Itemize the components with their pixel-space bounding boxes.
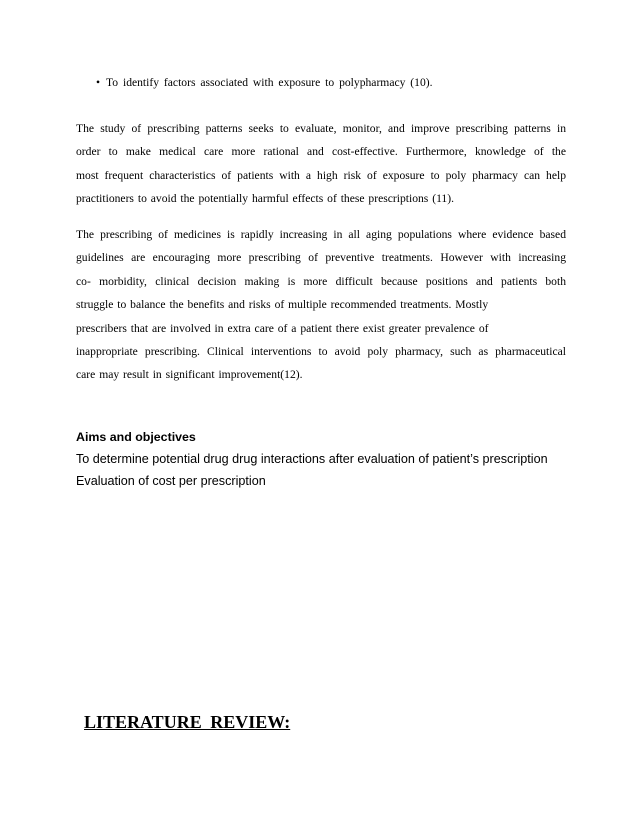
bullet-icon: • xyxy=(96,76,101,89)
aims-item: Evaluation of cost per prescription xyxy=(76,474,266,488)
paragraph-line: co- morbidity, clinical decision making is more difficult because positions and patients both xyxy=(76,274,566,288)
paragraph-line: The prescribing of medicines is rapidly increasing in all aging populations where evidence based xyxy=(76,228,566,241)
paragraph-line: struggle to balance the benefits and risks of multiple recommended treatments. Mostly xyxy=(76,298,489,312)
bullet-item xyxy=(96,76,433,89)
paragraph-line: prescribers that are involved in extra care of a patient there exist greater prevalence of xyxy=(76,321,489,335)
literature-review-heading: LITERATURE REVIEW: xyxy=(84,712,291,732)
paragraph-line: inappropriate prescribing. Clinical interventions to avoid poly pharmacy, such as pharmaceutical xyxy=(76,344,566,358)
aims-item: To determine potential drug drug interactions after evaluation of patient’s prescription xyxy=(76,452,548,466)
paragraph-line: most frequent characteristics of patients with a high risk of exposure to poly pharmacy can help xyxy=(76,168,566,182)
paragraph-prescribing-medicines xyxy=(76,223,566,387)
paragraph-prescribing-patterns xyxy=(76,117,566,211)
paragraph-line: guidelines are encouraging more prescribing of preventive treatments. However with increasing xyxy=(76,251,566,265)
paragraph-line: care may result in significant improvement(12). xyxy=(76,368,303,382)
aims-heading: Aims and objectives xyxy=(76,430,196,444)
paragraph-line: The study of prescribing patterns seeks to evaluate, monitor, and improve prescribing patterns in xyxy=(76,122,566,135)
bullet-text: To identify factors associated with exposure to polypharmacy (10). xyxy=(106,76,433,89)
paragraph-line: order to make medical care more rational and cost-effective. Furthermore, knowledge of the xyxy=(76,145,566,159)
paragraph-line: practitioners to avoid the potentially harmful effects of these prescriptions (11). xyxy=(76,192,454,206)
